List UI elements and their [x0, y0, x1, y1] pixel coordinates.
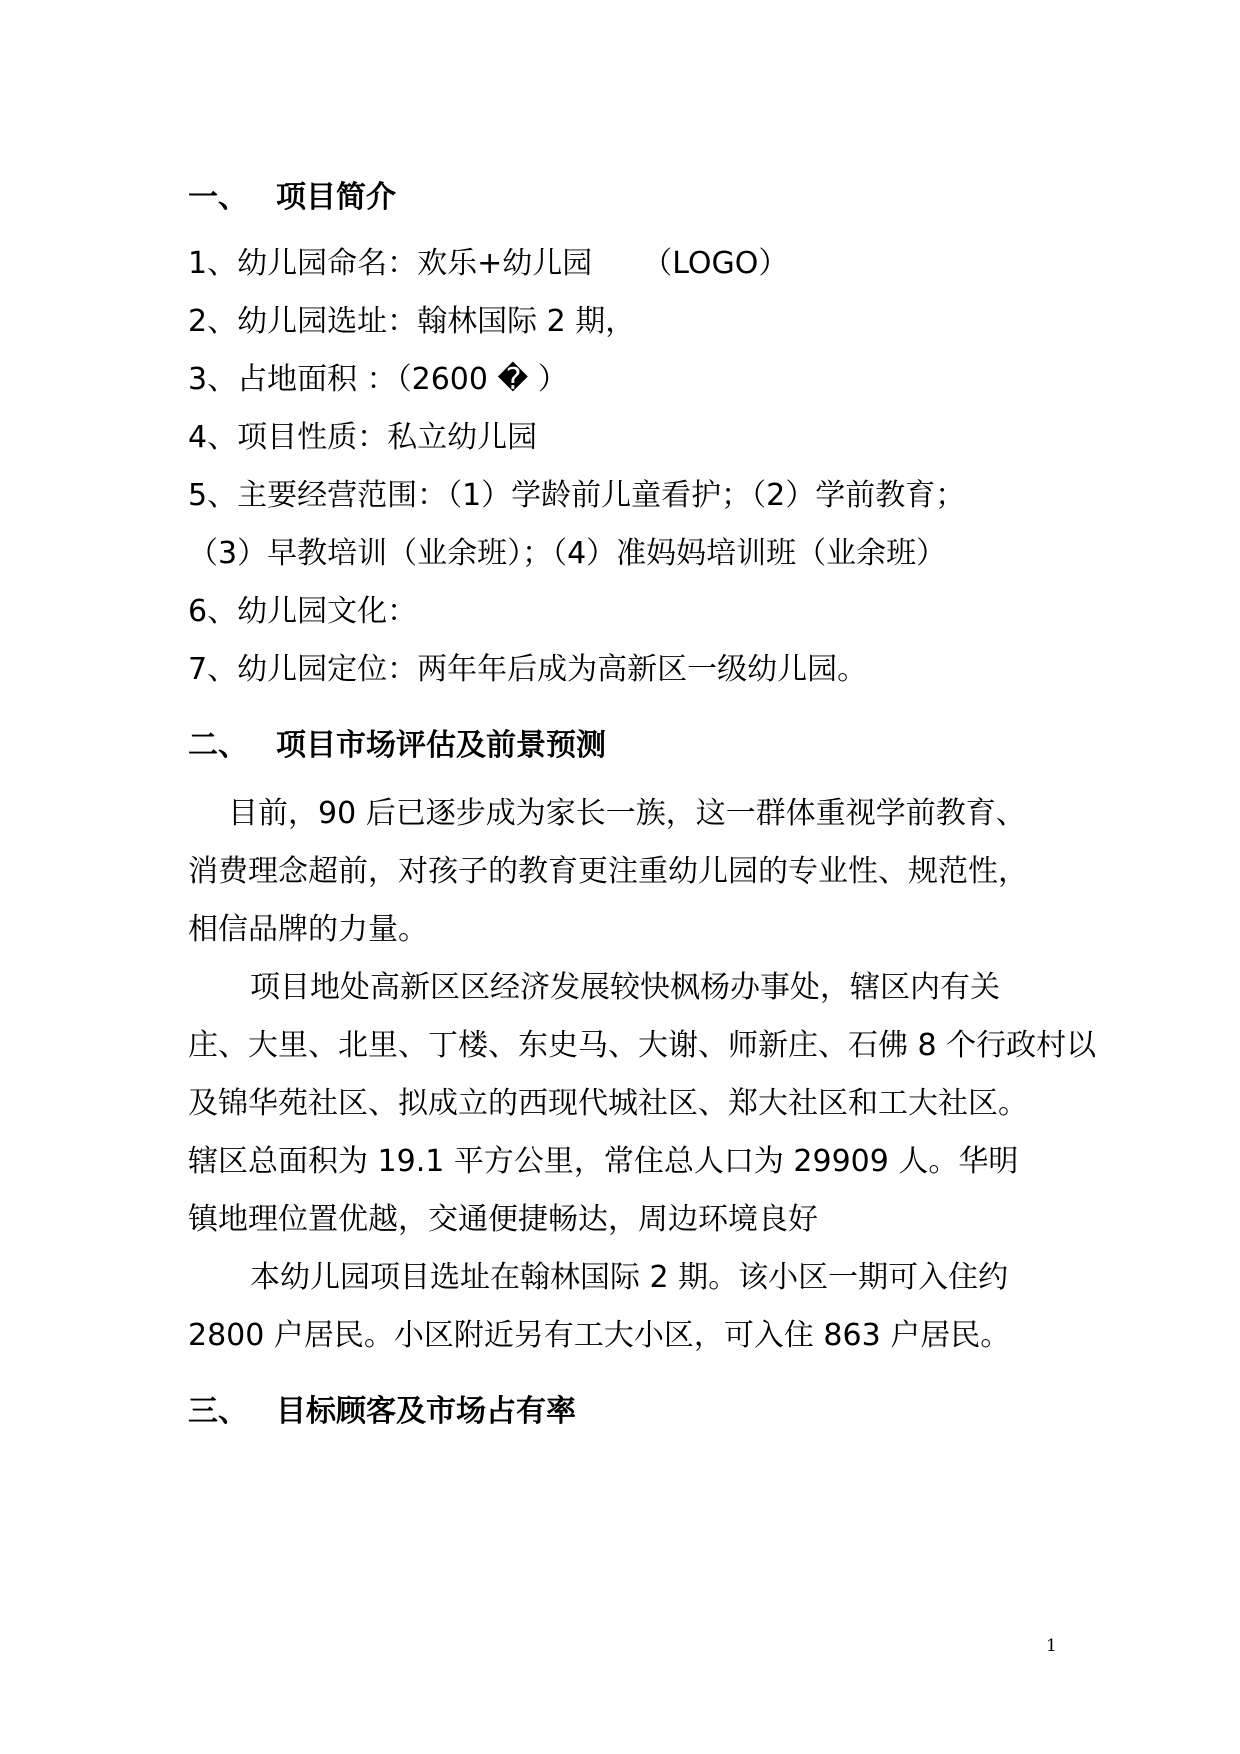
section-heading-3	[188, 1392, 576, 1432]
paragraph-1-line-3: 相信品牌的力量。	[188, 912, 428, 947]
section-heading-2	[188, 726, 606, 766]
paragraph-1-line-1: 目前，90 后已逐步成为家长一族，这一群体重视学前教育、	[228, 796, 1026, 831]
section-heading-1	[188, 178, 396, 218]
list-item-positioning: 7、幼儿园定位：两年年后成为高新区一级幼儿园。	[188, 652, 868, 687]
section-number: 三、	[188, 1394, 248, 1429]
paragraph-2-line-3: 及锦华苑社区、拟成立的西现代城社区、郑大社区和工大社区。	[188, 1086, 1028, 1121]
list-item-scope: 5、主要经营范围：（1）学龄前儿童看护；（2）学前教育；	[188, 478, 966, 513]
list-item-area: 3、占地面积 ：（2600 � ）	[188, 362, 568, 397]
section-number: 二、	[188, 728, 248, 763]
logo-placeholder: （LOGO）	[642, 246, 789, 281]
section-title: 项目市场评估及前景预测	[276, 728, 606, 763]
paragraph-2-line-2: 庄、大里、北里、丁楼、东史马、大谢、师新庄、石佛 8 个行政村以	[188, 1028, 1097, 1063]
page-number: 1	[1046, 1636, 1057, 1656]
paragraph-3-line-2: 2800 户居民。小区附近另有工大小区，可入住 863 户居民。	[188, 1318, 1011, 1353]
section-title: 目标顾客及市场占有率	[276, 1394, 576, 1429]
paragraph-1-line-2: 消费理念超前，对孩子的教育更注重幼儿园的专业性、规范性，	[188, 854, 1028, 889]
paragraph-2-line-1: 项目地处高新区区经济发展较快枫杨办事处，辖区内有关	[250, 970, 1000, 1005]
list-item-nature: 4、项目性质：私立幼儿园	[188, 420, 538, 455]
paragraph-2-line-5: 镇地理位置优越，交通便捷畅达，周边环境良好	[188, 1202, 818, 1237]
list-item-culture: 6、幼儿园文化：	[188, 594, 418, 629]
section-title: 项目简介	[276, 180, 396, 215]
paragraph-2-line-4: 辖区总面积为 19.1 平方公里，常住总人口为 29909 人。华明	[188, 1144, 1019, 1179]
list-item-name	[188, 244, 788, 284]
list-item-text: 1、幼儿园命名：欢乐+幼儿园	[188, 246, 593, 281]
section-number: 一、	[188, 180, 248, 215]
paragraph-3-line-1: 本幼儿园项目选址在翰林国际 2 期。该小区一期可入住约	[250, 1260, 1009, 1295]
list-item-scope-continued: （3）早教培训（业余班）；（4）准妈妈培训班（业余班）	[188, 536, 947, 571]
list-item-location: 2、幼儿园选址：翰林国际 2 期，	[188, 304, 636, 339]
